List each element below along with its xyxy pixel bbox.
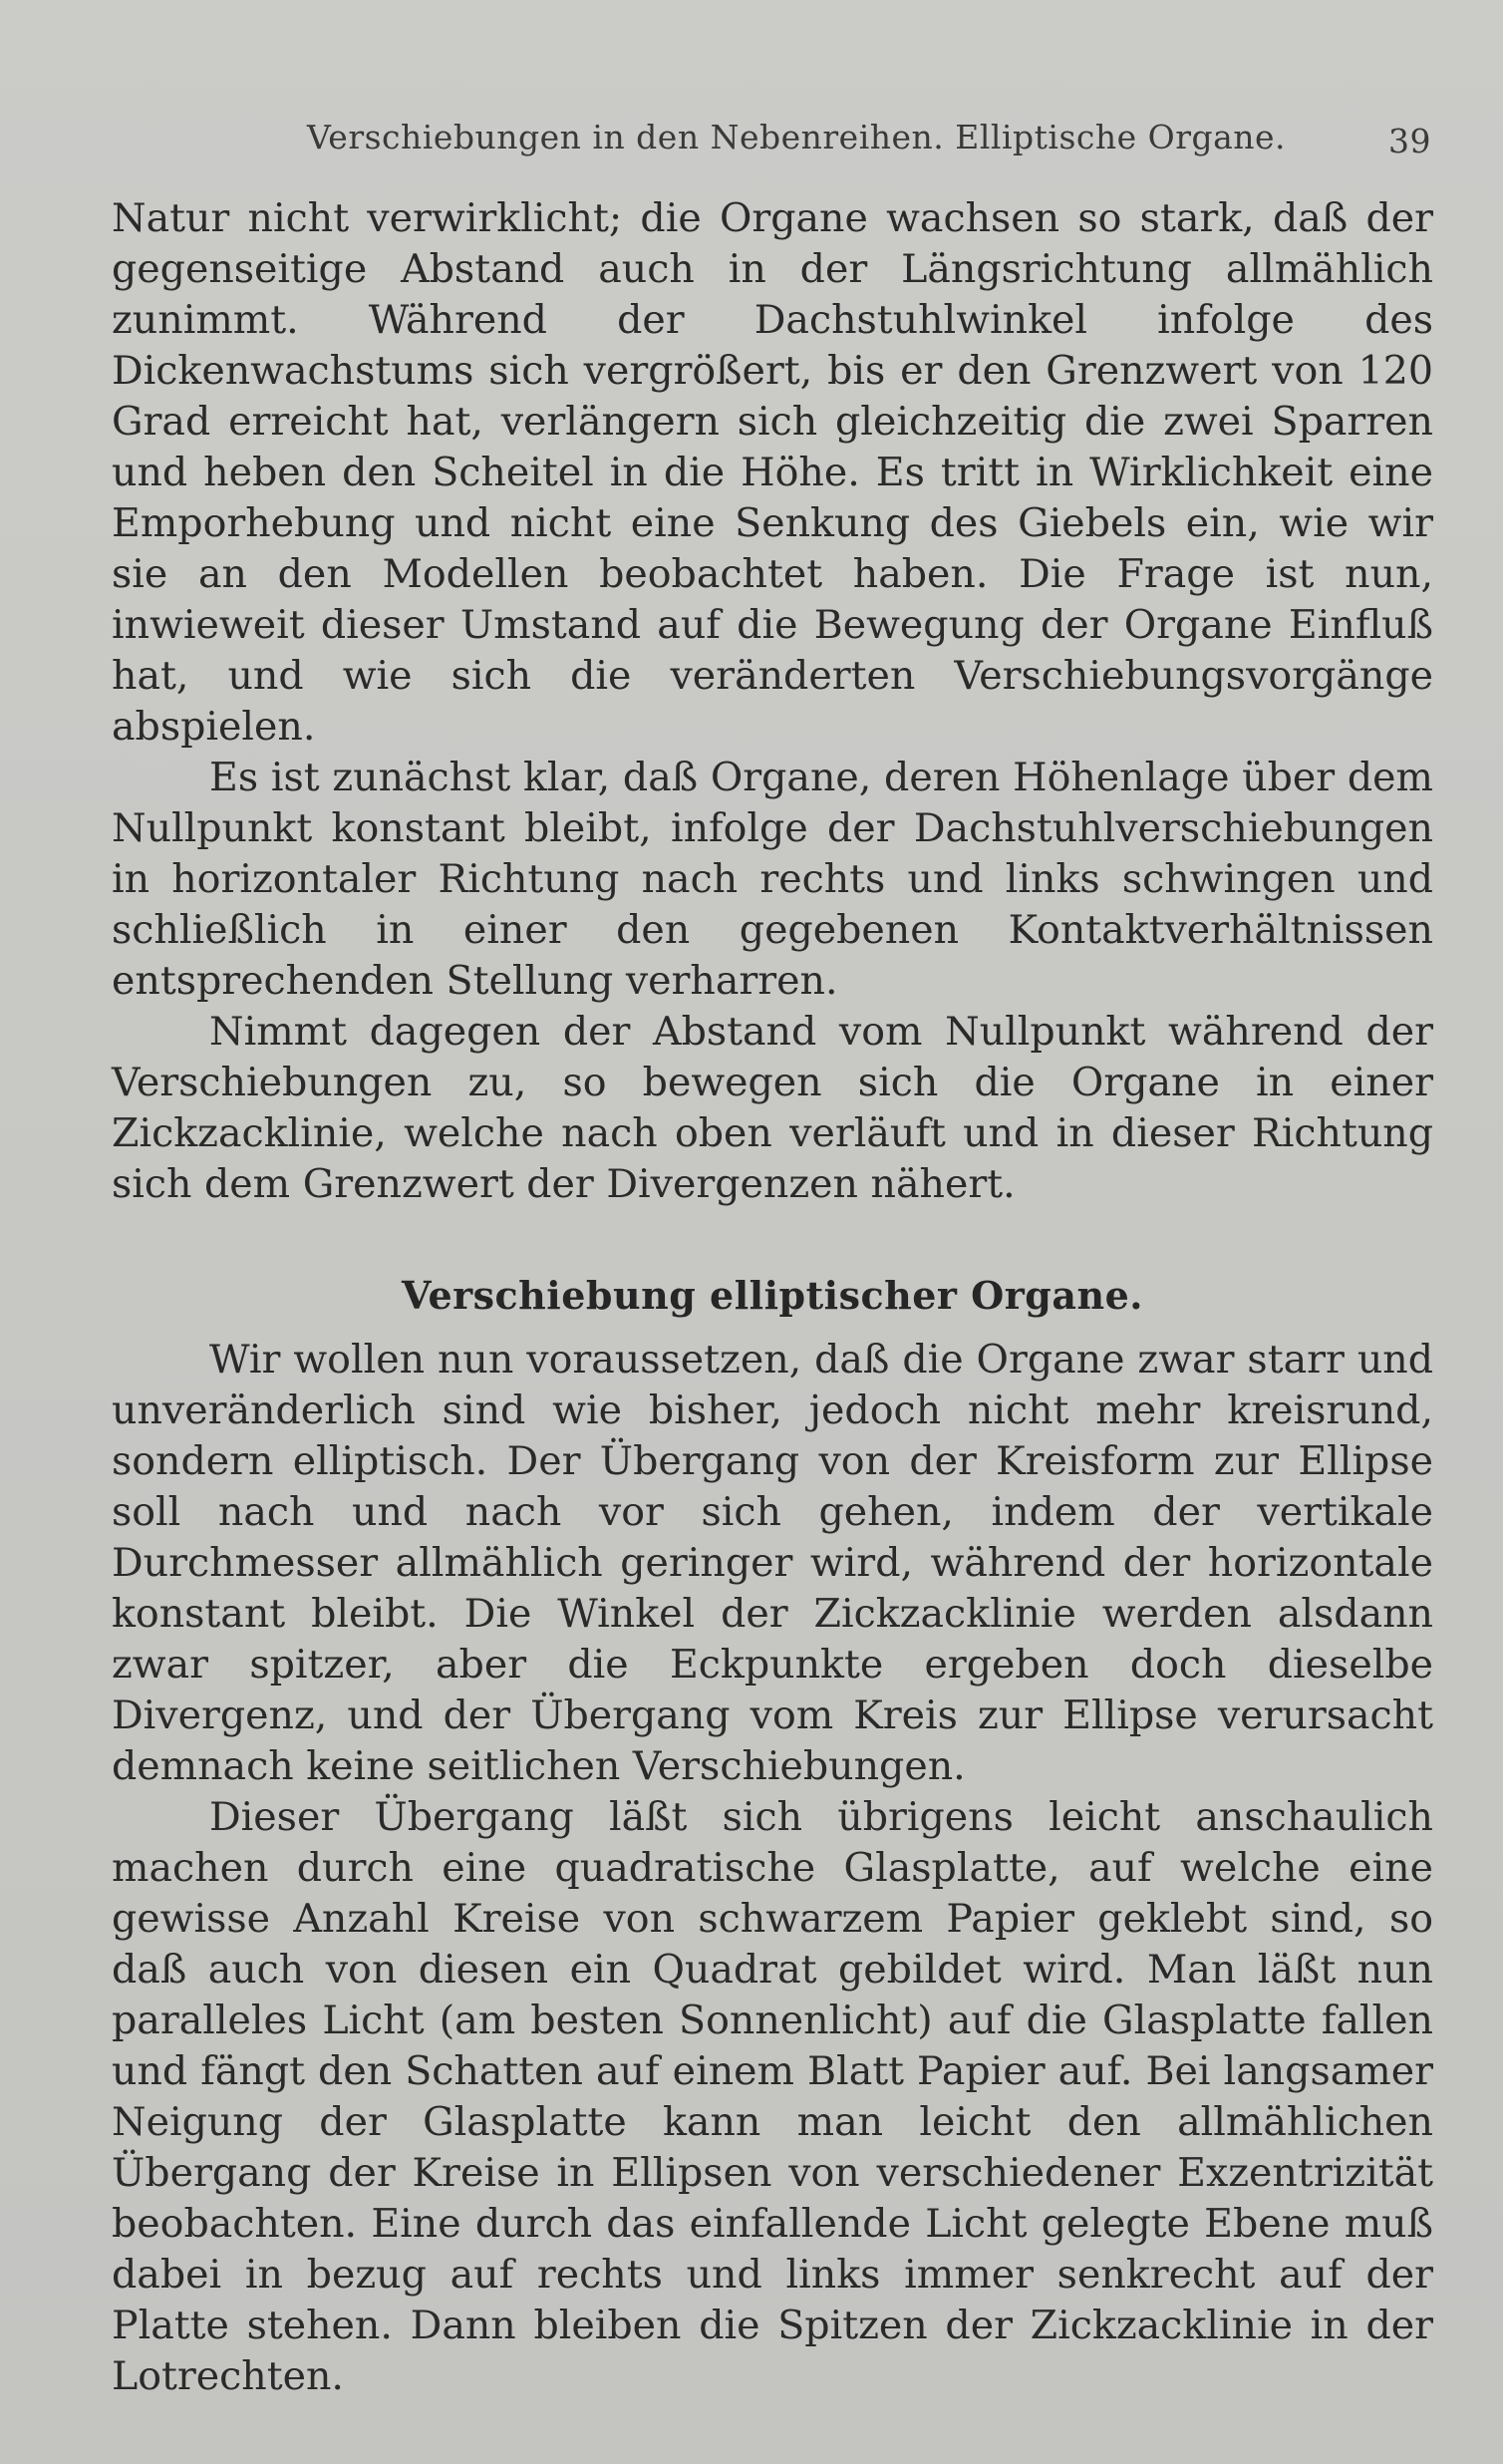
paragraph-2: Es ist zunächst klar, daß Organe, deren Höhenlage über dem Nullpunkt konstant bleibt, infolge der Dachstuhlverschiebungen in horizontaler Richtung nach rechts und links schwingen und schließlich in einer den gegebenen Kontaktverhältnissen entsprechenden Stellung verharren. [112, 755, 1433, 1004]
body-text [112, 193, 1433, 2402]
paragraph-3: Nimmt dagegen der Abstand vom Nullpunkt während der Verschiebungen zu, so bewegen sich die Organe in einer Zickzacklinie, welche nach oben verläuft und in dieser Richtung sich dem Grenzwert der Divergenzen nähert. [112, 1009, 1433, 1207]
section-heading: Verschiebung elliptischer Organe. [401, 1273, 1144, 1318]
running-title: Verschiebungen in den Nebenreihen. Elliptische Organe. [307, 118, 1287, 156]
paragraph-1: Natur nicht verwirklicht; die Organe wachsen so stark, daß der gegenseitige Abstand auch in der Längsrichtung allmählich zunimmt. Während der Dachstuhlwinkel infolge des Dickenwachstums sich vergrößert, bis er den Grenzwert von 120 Grad erreicht hat, verlängern sich gleichzeitig die zwei Sparren und heben den Scheitel in die Höhe. Es tritt in Wirklichkeit eine Emporhebung und nicht eine Senkung des Giebels ein, wie wir sie an den Modellen beobachtet haben. Die Frage ist nun, inwieweit dieser Umstand auf die Bewegung der Organe Einfluß hat, und wie sich die veränderten Verschiebungsvorgänge abspielen. [112, 195, 1433, 750]
running-head [307, 118, 1431, 177]
section-paragraph-2: Dieser Übergang läßt sich übrigens leicht anschaulich machen durch eine quadratische Glasplatte, auf welche eine gewisse Anzahl Kreise von schwarzem Papier geklebt sind, so daß auch von diesen ein Quadrat gebildet wird. Man läßt nun paralleles Licht (am besten Sonnenlicht) auf die Glasplatte fallen und fängt den Schatten auf einem Blatt Papier auf. Bei langsamer Neigung der Glasplatte kann man leicht den allmählichen Übergang der Kreise in Ellipsen von verschiedener Exzentrizität beobachten. Eine durch das einfallende Licht gelegte Ebene muß dabei in bezug auf rechts und links immer senkrecht auf der Platte stehen. Dann bleiben die Spitzen der Zickzacklinie in der Lotrechten. [112, 1794, 1433, 2399]
section-paragraph-1: Wir wollen nun voraussetzen, daß die Organe zwar starr und unveränderlich sind wie bisher, jedoch nicht mehr kreisrund, sondern elliptisch. Der Übergang von der Kreisform zur Ellipse soll nach und nach vor sich gehen, indem der vertikale Durchmesser allmählich geringer wird, während der horizontale konstant bleibt. Die Winkel der Zickzacklinie werden alsdann zwar spitzer, aber die Eckpunkte ergeben doch dieselbe Divergenz, und der Übergang vom Kreis zur Ellipse verursacht demnach keine seitlichen Verschiebungen. [112, 1337, 1433, 1789]
page-number: 39 [1388, 122, 1431, 160]
